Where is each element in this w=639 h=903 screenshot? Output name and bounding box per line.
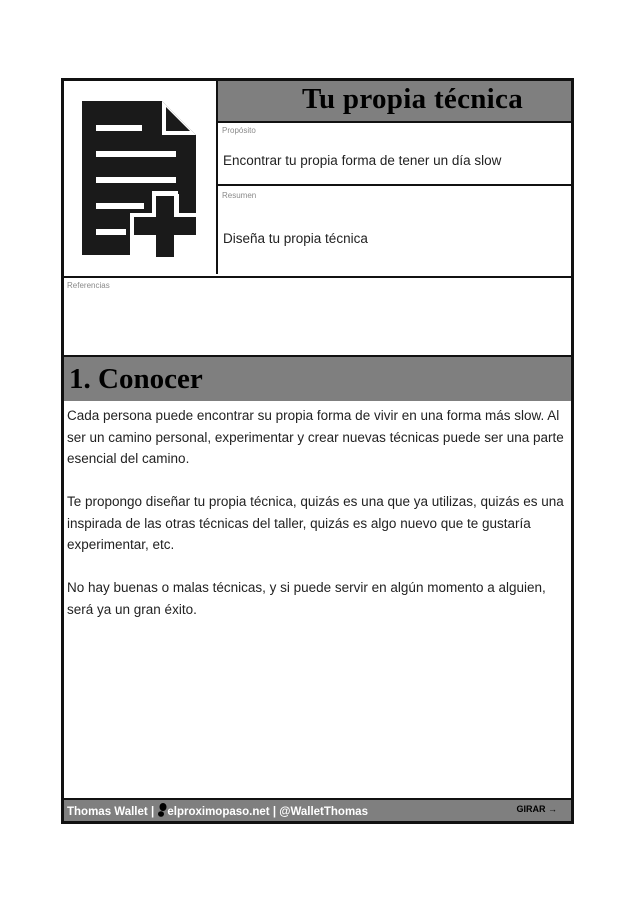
proposito-label: Propósito [222,126,256,135]
referencias-field [64,278,571,357]
section-title: 1. Conocer [69,363,203,395]
resumen-label: Resumen [222,191,257,200]
footer-bar [64,798,571,821]
proposito-field [218,123,571,186]
footer-handle[interactable]: @WalletThomas [279,806,368,818]
footprint-logo-icon [157,803,167,820]
resumen-value: Diseña tu propia técnica [223,231,368,246]
title-bar [218,81,571,123]
referencias-label: Referencias [67,281,110,290]
icon-panel [64,81,218,274]
section-body [67,405,569,642]
footer-site-link[interactable]: elproximopaso.net [167,806,270,818]
technique-card [61,78,574,824]
footer-separator: | [272,806,277,818]
section-header [64,357,571,401]
card-title: Tu propia técnica [301,83,523,115]
body-paragraph: Te propongo diseñar tu propia técnica, quizás es una que ya utilizas, quizás es una inspirada de las otras técnicas del taller, quizás es algo nuevo que te gustaría experimentar, etc. [67,494,564,552]
footer-credits [67,803,368,820]
body-paragraph: Cada persona puede encontrar su propia forma de vivir en una forma más slow. Al ser un camino personal, experimentar y crear nuevas técnicas puede ser una parte esencial del camino. [67,408,564,466]
footer-separator: | [150,806,155,818]
body-paragraph: No hay buenas o malas técnicas, y si puede servir en algún momento a alguien, será ya un gran éxito. [67,580,546,617]
footer-author: Thomas Wallet [67,806,148,818]
proposito-value: Encontrar tu propia forma de tener un día slow [223,153,502,168]
card-header [64,81,571,278]
turn-page-link[interactable]: GIRAR → [516,804,557,814]
document-add-icon [78,95,202,261]
resumen-field [218,188,571,274]
